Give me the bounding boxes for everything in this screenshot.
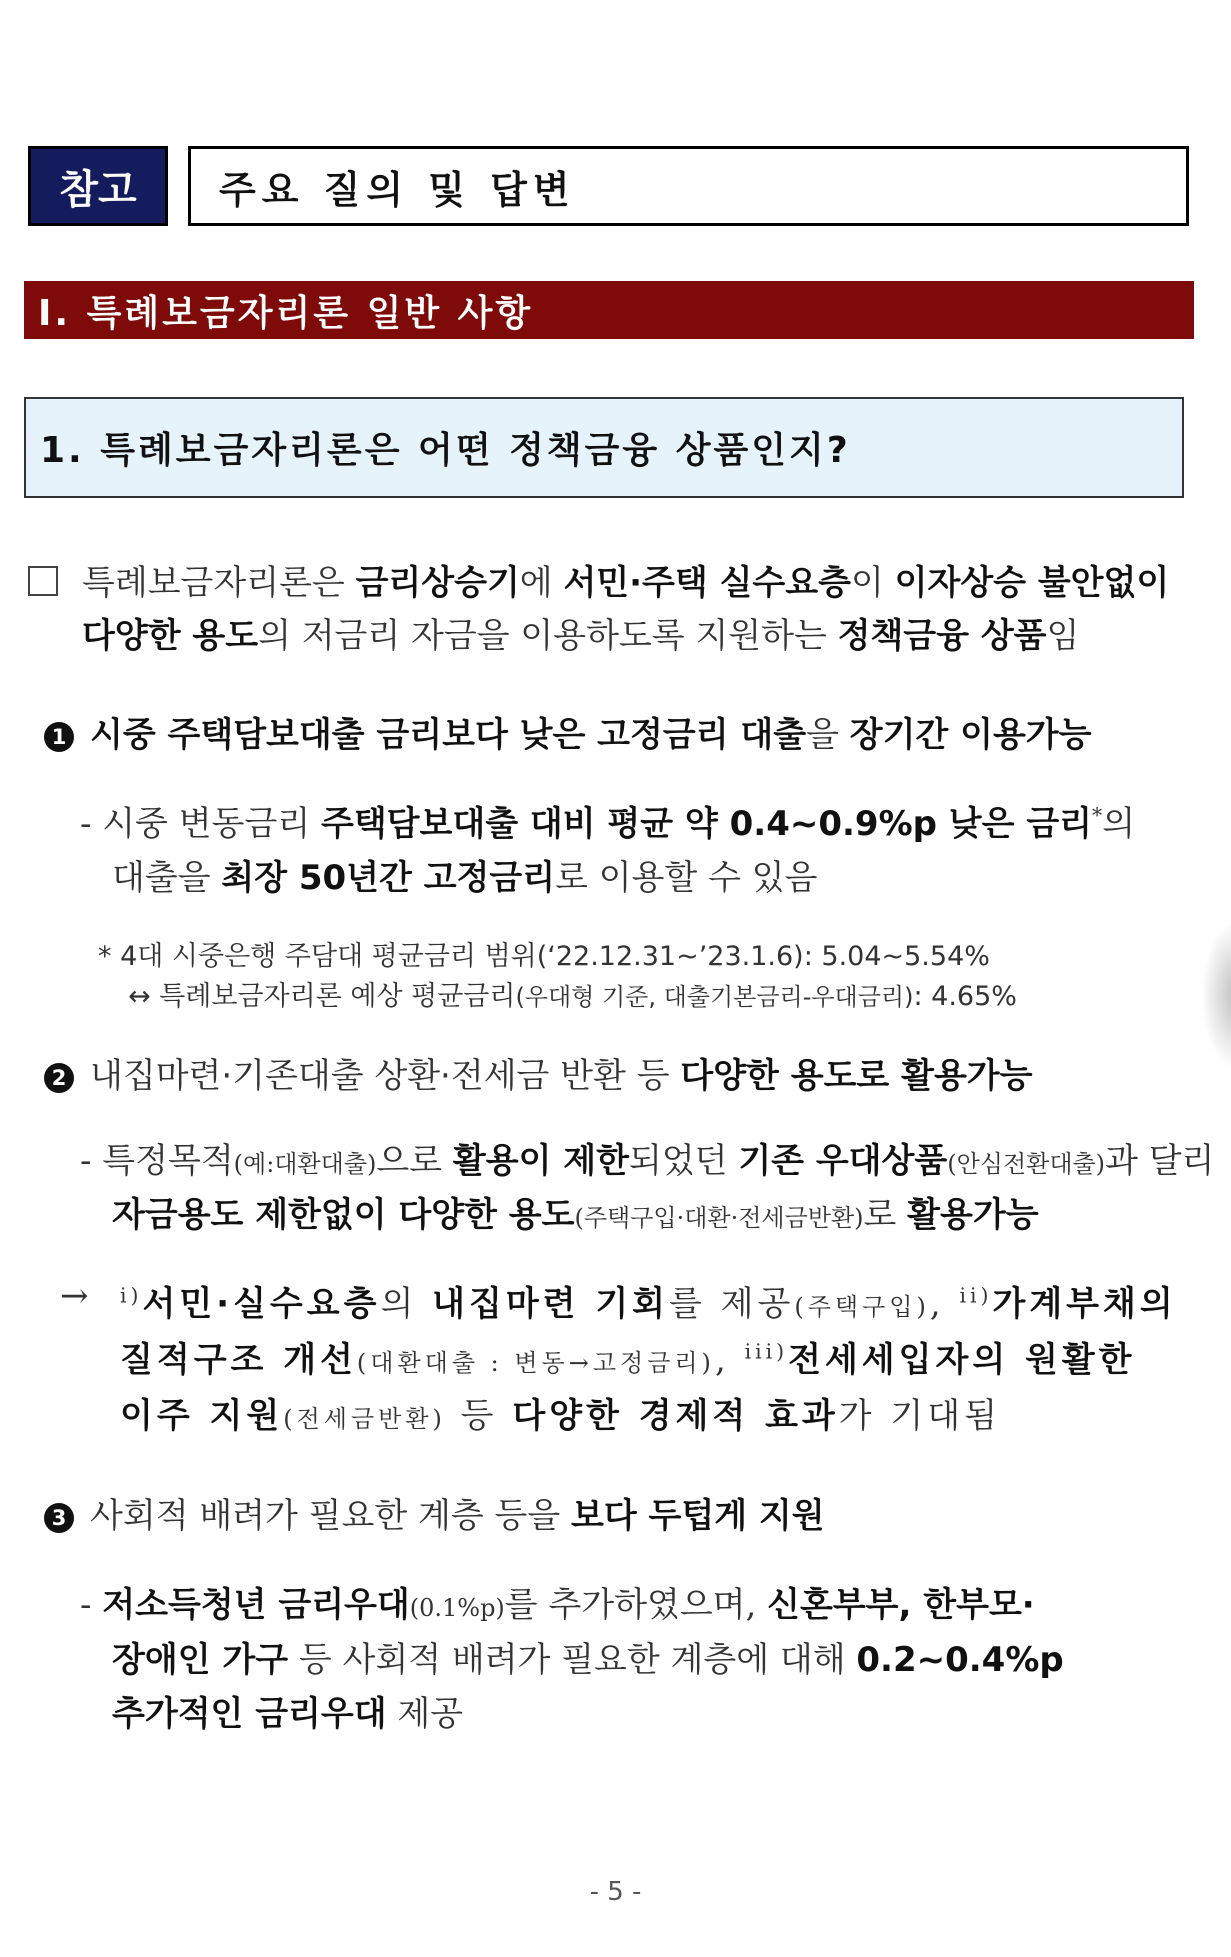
bold-text: 시중 주택담보대출 금리보다 낮은 고정금리 대출	[90, 715, 807, 755]
text: 사회적 배려가 필요한 계층 등을	[90, 1496, 572, 1536]
text: 로 이용할 수 있음	[555, 858, 818, 898]
bold-text: 0.2~0.4%p	[856, 1640, 1064, 1680]
text: 를 추가하였으며,	[504, 1585, 768, 1625]
small-text: (예:대환대출)	[233, 1150, 377, 1178]
bold-text: 다양한 용도로 활용가능	[680, 1056, 1033, 1096]
bold-text: 금리상승기	[355, 563, 520, 603]
point-1-heading	[44, 707, 1091, 756]
intro-line-1	[82, 555, 1169, 604]
text: 등 사회적 배려가 필요한 계층에 대해	[288, 1640, 857, 1680]
number-1-icon: 1	[44, 722, 74, 752]
bold-text: 전세세입자의 원활한	[788, 1340, 1136, 1380]
bold-text: 자금용도 제한없이 다양한 용도	[112, 1195, 575, 1235]
text: 의 저금리 자금을 이용하도록 지원하는	[258, 616, 838, 656]
bold-text: 정책금융 상품	[837, 616, 1047, 656]
footnote-2	[128, 974, 1017, 1013]
bold-text: 보다 두텁게 지원	[571, 1496, 825, 1536]
page-title: 주요 질의 및 답변	[188, 146, 1189, 226]
text: - 시중 변동금리	[80, 804, 321, 844]
bold-text: 내집마련 기회	[432, 1284, 670, 1324]
text: ↔ 특례보금자리론 예상 평균금리	[128, 981, 516, 1012]
roman-mark: iii)	[744, 1339, 789, 1364]
bold-text: 추가적인 금리우대	[112, 1694, 387, 1734]
bold-text: 신혼부부, 한부모·	[767, 1585, 1035, 1625]
roman-mark: i)	[120, 1283, 143, 1308]
bold-text: 기존 우대상품	[738, 1141, 948, 1181]
small-text: (대환대출 : 변동→고정금리)	[356, 1349, 715, 1377]
section-heading: Ⅰ. 특례보금자리론 일반 사항	[24, 281, 1194, 339]
text: 제공	[386, 1694, 464, 1734]
roman-mark: ii)	[959, 1283, 993, 1308]
bold-text: 활용이 제한	[452, 1141, 629, 1181]
point-1-detail-2	[112, 850, 817, 899]
point-2-effect-2	[120, 1332, 1136, 1381]
bold-text: 서민·실수요층	[142, 1284, 381, 1324]
text: 을	[806, 715, 850, 755]
text: 에	[519, 563, 564, 603]
text: 되었던	[628, 1141, 739, 1181]
scroll-edge-shadow	[1201, 920, 1231, 1070]
text: 이	[850, 563, 895, 603]
point-2-effect-1	[120, 1276, 1177, 1325]
text: 의	[1102, 804, 1136, 844]
question-heading: 1. 특례보금자리론은 어떤 정책금융 상품인지?	[24, 397, 1184, 498]
text: -	[80, 1585, 103, 1625]
small-text: (우대형 기준, 대출기본금리-우대금리)	[515, 983, 914, 1011]
footnote-mark: *	[1092, 803, 1103, 828]
point-3-detail-2	[112, 1632, 1064, 1681]
page-number: - 5 -	[589, 1877, 642, 1907]
point-1-detail-1	[80, 796, 1135, 845]
bold-text: 다양한 용도	[82, 616, 259, 656]
point-2-detail-1	[80, 1133, 1214, 1182]
text: 가 기대됨	[838, 1396, 1001, 1436]
small-text: (주택구입)	[794, 1293, 930, 1321]
bold-text: 이자상승 불안없이	[894, 563, 1170, 603]
bold-text: 최장 50년간 고정금리	[221, 858, 556, 898]
point-3-detail-1	[80, 1577, 1035, 1626]
point-2-effect-3	[120, 1388, 1001, 1437]
point-2-detail-2	[112, 1187, 1039, 1236]
text: ,	[714, 1340, 745, 1380]
reference-label: 참고	[28, 146, 168, 226]
footnote-1: * 4대 시중은행 주담대 평균금리 범위(‘22.12.31~’23.1.6): 5.04~5.54%	[98, 941, 990, 972]
point-3-heading	[44, 1488, 825, 1537]
arrow-icon: →	[60, 1276, 89, 1316]
bold-text: 서민·주택 실수요층	[563, 563, 851, 603]
bold-text: 주택담보대출 대비 평균 약 0.4~0.9%p 낮은 금리	[320, 804, 1093, 844]
small-text: (전세금반환)	[283, 1405, 446, 1433]
text: 로	[863, 1195, 908, 1235]
small-text: (주택구입·대환·전세금반환)	[574, 1204, 864, 1232]
text: 과 달리	[1105, 1141, 1215, 1181]
text: 으로	[376, 1141, 453, 1181]
small-text: (안심전환대출)	[947, 1150, 1106, 1178]
text: 임	[1046, 616, 1080, 656]
bold-text: 장기간 이용가능	[849, 715, 1092, 755]
bold-text: 저소득청년 금리우대	[102, 1585, 410, 1625]
text: - 특정목적	[80, 1141, 234, 1181]
bold-text: 다양한 경제적 효과	[512, 1396, 839, 1436]
point-2-heading	[44, 1048, 1032, 1097]
text: 등	[445, 1396, 513, 1436]
number-3-icon: 3	[44, 1503, 74, 1533]
text: ,	[929, 1284, 960, 1324]
intro-line-2	[82, 608, 1079, 657]
number-2-icon: 2	[44, 1063, 74, 1093]
bold-text: 가계부채의	[992, 1284, 1177, 1324]
bold-text: 질적구조 개선	[120, 1340, 357, 1380]
text: 특례보금자리론은	[82, 563, 356, 603]
text: 내집마련·기존대출 상환·전세금 반환 등	[90, 1056, 681, 1096]
bold-text: 활용가능	[907, 1195, 1039, 1235]
text: 를 제공	[669, 1284, 795, 1324]
text: : 4.65%	[913, 981, 1017, 1012]
bold-text: 이주 지원	[120, 1396, 284, 1436]
text: 대출을	[112, 858, 222, 898]
point-3-detail-3	[112, 1686, 463, 1735]
text: 의	[380, 1284, 433, 1324]
small-text: (0.1%p)	[409, 1594, 505, 1622]
bold-text: 장애인 가구	[112, 1640, 289, 1680]
checkbox-icon	[28, 566, 58, 596]
